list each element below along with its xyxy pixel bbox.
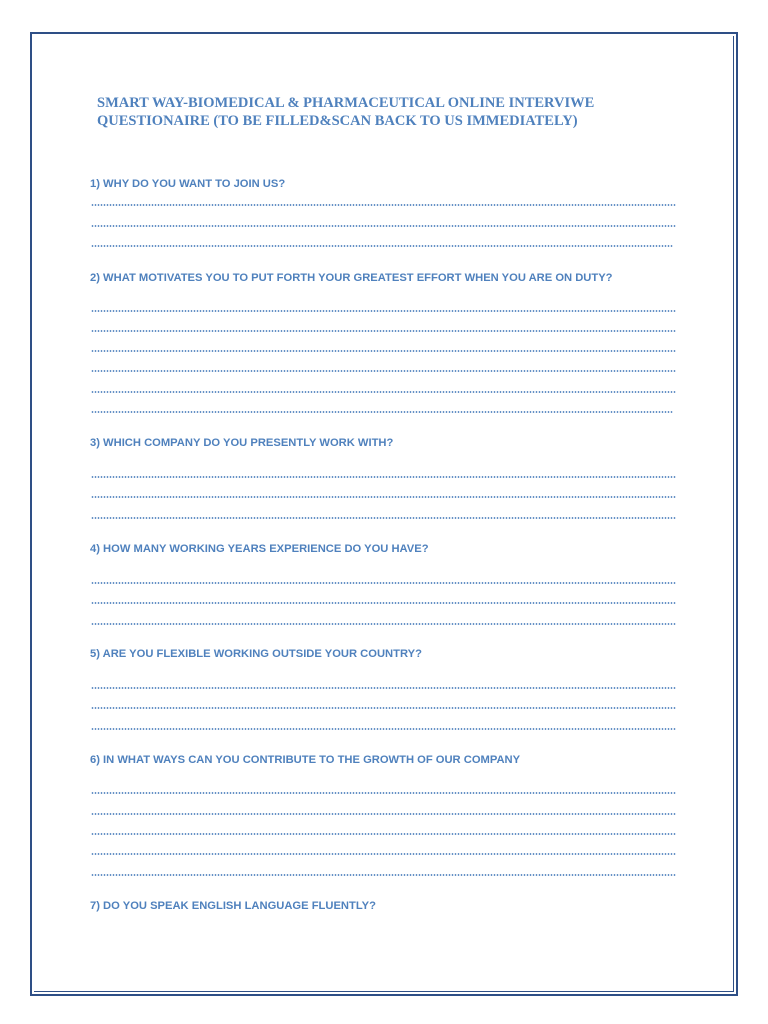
title-line-1: SMART WAY-BIOMEDICAL & PHARMACEUTICAL ONLINE INTERVIWE bbox=[97, 95, 595, 111]
answer-line[interactable] bbox=[91, 370, 676, 372]
answer-line[interactable] bbox=[91, 813, 676, 815]
title-line-2: QUESTIONAIRE (TO BE FILLED&SCAN BACK TO US IMMEDIATELY) bbox=[97, 113, 578, 129]
answer-line[interactable] bbox=[91, 411, 673, 413]
answer-line[interactable] bbox=[91, 476, 676, 478]
answer-line[interactable] bbox=[91, 350, 676, 352]
question-5-label: 5) ARE YOU FLEXIBLE WORKING OUTSIDE YOUR COUNTRY? bbox=[90, 648, 422, 660]
question-7-label: 7) DO YOU SPEAK ENGLISH LANGUAGE FLUENTLY? bbox=[90, 900, 376, 912]
answer-line[interactable] bbox=[91, 687, 676, 689]
answer-line[interactable] bbox=[91, 582, 676, 584]
answer-line[interactable] bbox=[91, 310, 676, 312]
question-6-label: 6) IN WHAT WAYS CAN YOU CONTRIBUTE TO THE GROWTH OF OUR COMPANY bbox=[90, 754, 521, 766]
answer-line[interactable] bbox=[91, 245, 673, 247]
answer-line[interactable] bbox=[91, 496, 676, 498]
answer-line[interactable] bbox=[91, 517, 676, 519]
answer-line[interactable] bbox=[91, 225, 676, 227]
answer-line[interactable] bbox=[91, 204, 676, 206]
question-1-label: 1) WHY DO YOU WANT TO JOIN US? bbox=[90, 178, 286, 190]
answer-line[interactable] bbox=[91, 391, 676, 393]
answer-line[interactable] bbox=[91, 792, 676, 794]
answer-line[interactable] bbox=[91, 602, 676, 604]
answer-line[interactable] bbox=[91, 623, 676, 625]
answer-line[interactable] bbox=[91, 874, 676, 876]
answer-line[interactable] bbox=[91, 833, 676, 835]
question-2-label: 2) WHAT MOTIVATES YOU TO PUT FORTH YOUR GREATEST EFFORT WHEN YOU ARE ON DUTY? bbox=[90, 272, 613, 284]
question-3-label: 3) WHICH COMPANY DO YOU PRESENTLY WORK WITH? bbox=[90, 437, 394, 449]
answer-line[interactable] bbox=[91, 330, 676, 332]
answer-line[interactable] bbox=[91, 853, 676, 855]
answer-line[interactable] bbox=[91, 728, 676, 730]
questionnaire-title bbox=[97, 94, 697, 130]
answer-line[interactable] bbox=[91, 707, 676, 709]
question-4-label: 4) HOW MANY WORKING YEARS EXPERIENCE DO YOU HAVE? bbox=[90, 543, 429, 555]
